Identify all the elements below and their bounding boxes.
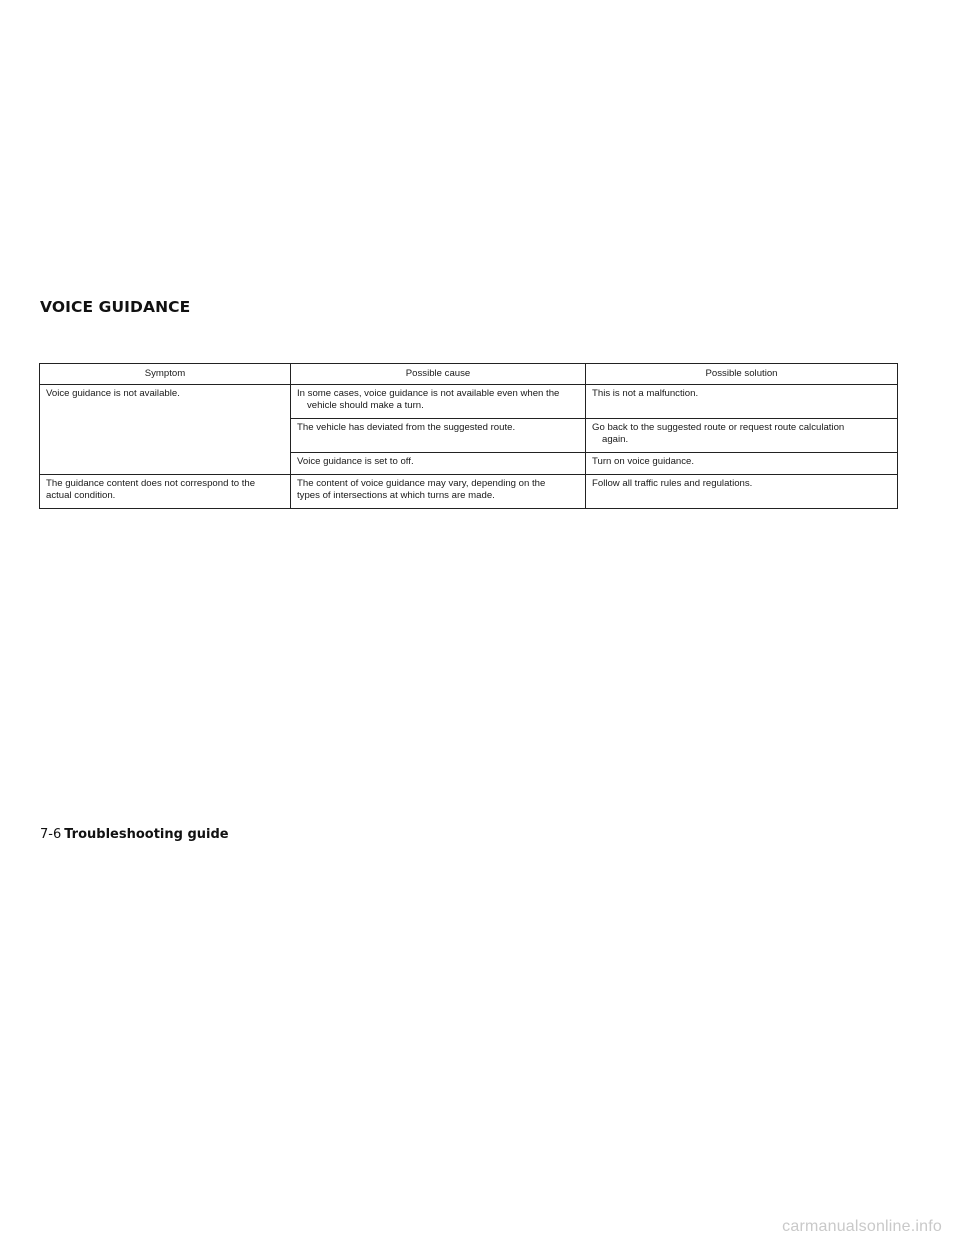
solution-cell [586, 452, 898, 474]
symptom-text: The guidance content does not correspond to the [46, 477, 256, 489]
cause-text-cont: vehicle should make a turn. [307, 400, 424, 412]
cause-cell [291, 452, 586, 474]
cause-text: Voice guidance is set to off. [297, 455, 414, 467]
cause-cell [291, 384, 586, 418]
cause-text-cont: types of intersections at which turns are made. [297, 490, 495, 502]
header-symptom: Symptom [40, 364, 291, 385]
solution-text: Turn on voice guidance. [592, 455, 695, 467]
table-header-row [40, 364, 898, 385]
cause-text: In some cases, voice guidance is not available even when the [297, 387, 560, 399]
cause-cell [291, 418, 586, 452]
symptom-text-cont: actual condition. [46, 490, 116, 502]
page-number: 7-6 [40, 827, 62, 842]
solution-cell [586, 474, 898, 508]
table-row [40, 384, 898, 418]
solution-text: Follow all traffic rules and regulations. [592, 477, 753, 489]
cause-text: The vehicle has deviated from the suggested route. [297, 421, 516, 433]
solution-cell [586, 384, 898, 418]
section-title: VOICE GUIDANCE [40, 298, 191, 316]
cause-text: The content of voice guidance may vary, depending on the [297, 477, 546, 489]
header-possible-cause: Possible cause [291, 364, 586, 385]
troubleshooting-table [39, 363, 898, 509]
symptom-cell [40, 474, 291, 508]
solution-text: This is not a malfunction. [592, 387, 699, 399]
watermark: carmanualsonline.info [782, 1218, 942, 1235]
table-row [40, 474, 898, 508]
symptom-cell [40, 384, 291, 474]
header-possible-solution: Possible solution [586, 364, 898, 385]
page-footer [40, 826, 229, 842]
solution-text: Go back to the suggested route or request route calculation [592, 421, 845, 433]
symptom-text: Voice guidance is not available. [46, 387, 180, 399]
chapter-title: Troubleshooting guide [64, 827, 229, 842]
cause-cell [291, 474, 586, 508]
solution-text-cont: again. [602, 434, 629, 446]
solution-cell [586, 418, 898, 452]
